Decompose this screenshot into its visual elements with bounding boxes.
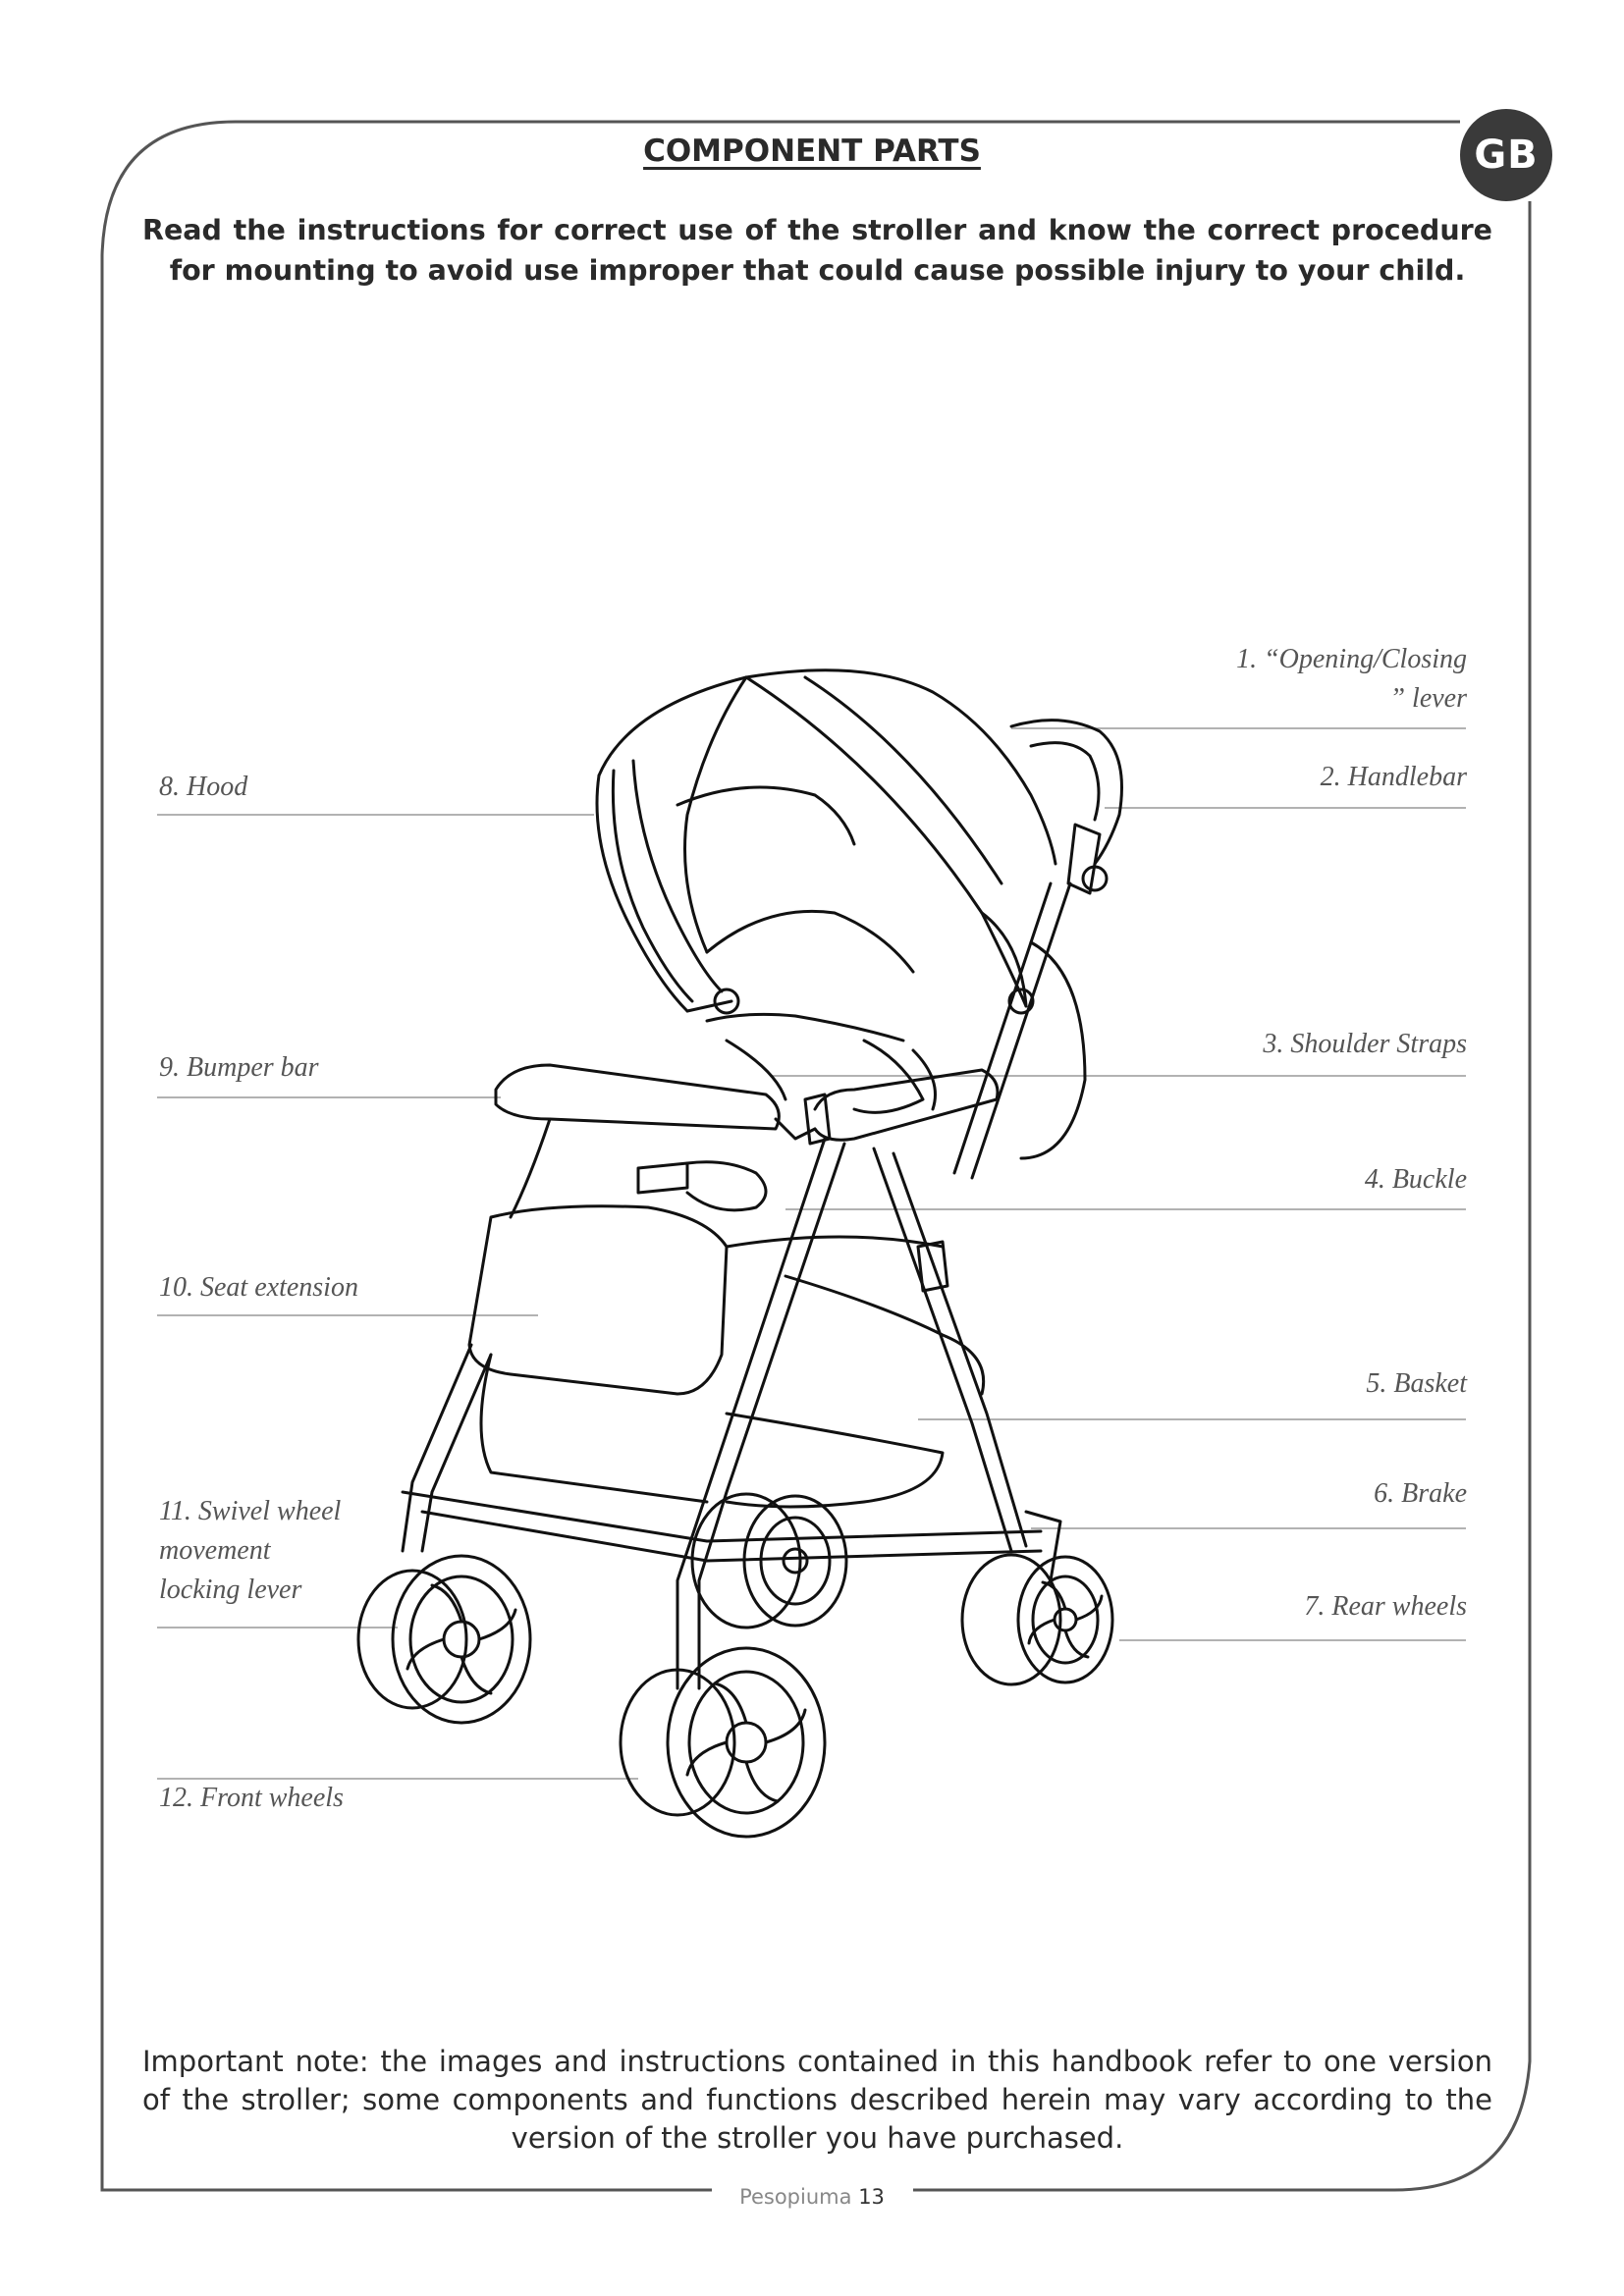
label-brake: 6. Brake	[1374, 1478, 1467, 1509]
page-number: 13	[858, 2185, 885, 2209]
stroller-illustration	[324, 628, 1139, 1875]
label-seat-extension: 10. Seat extension	[159, 1272, 358, 1303]
label-rear-wheels: 7. Rear wheels	[1304, 1591, 1467, 1622]
footer-brand: Pesopiuma	[739, 2185, 852, 2209]
intro-paragraph: Read the instructions for correct use of the stroller and know the correct procedure for mounting to avoid use improper that could cause possible injury to your child.	[142, 214, 1492, 287]
label-bumper-bar: 9. Bumper bar	[159, 1052, 319, 1083]
page-title: COMPONENT PARTS	[643, 133, 981, 169]
page-footer	[0, 2185, 1624, 2209]
label-front-wheels: 12. Front wheels	[159, 1783, 344, 1813]
label-shoulder-straps: 3. Shoulder Straps	[1263, 1029, 1467, 1059]
label-swivel-line1: 11. Swivel wheel	[159, 1496, 342, 1526]
label-swivel-line2: movement	[159, 1535, 271, 1566]
important-note: Important note: the images and instructions contained in this handbook refer to one version of the stroller; some components and functions described herein may vary according to the version of the stroller you have purchased.	[142, 2045, 1492, 2155]
label-swivel-line3: locking lever	[159, 1575, 302, 1605]
label-opening-closing-lever-line1: 1. “Opening/Closing	[1236, 644, 1467, 674]
label-handlebar: 2. Handlebar	[1320, 762, 1467, 792]
label-opening-closing-lever-line2: ” lever	[1389, 683, 1467, 714]
label-basket: 5. Basket	[1366, 1368, 1467, 1399]
label-buckle: 4. Buckle	[1364, 1164, 1467, 1195]
language-badge: GB	[1460, 109, 1552, 201]
label-hood: 8. Hood	[159, 772, 248, 802]
